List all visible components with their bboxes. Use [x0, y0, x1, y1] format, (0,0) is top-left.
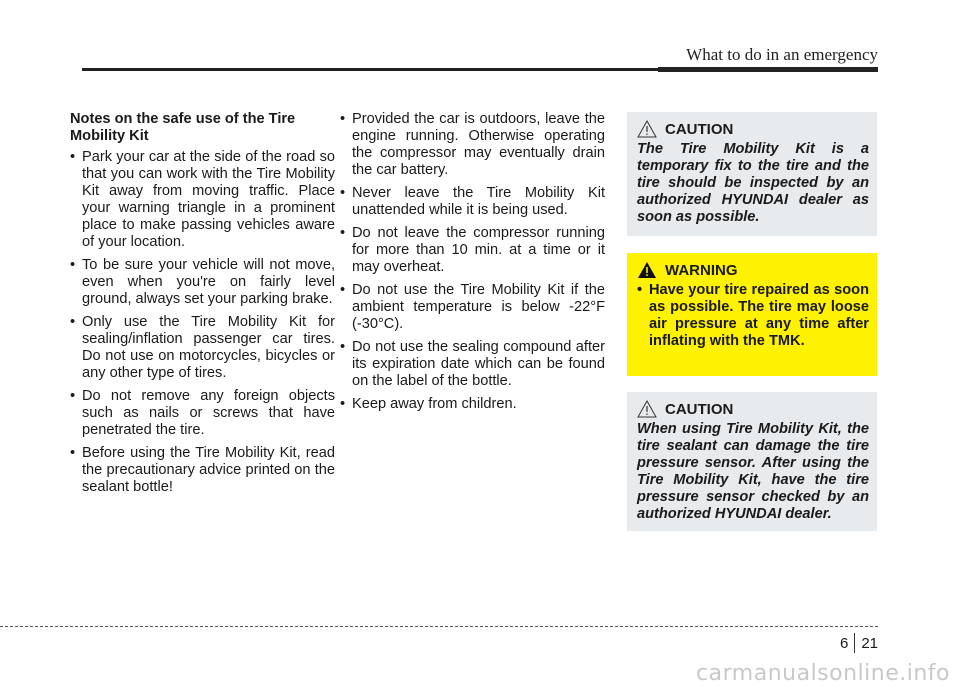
list-item: • Before using the Tire Mobility Kit, read the precautionary advice printed on the sealant bottle! — [70, 445, 335, 496]
page-number-divider — [854, 633, 855, 653]
caution-header — [637, 120, 869, 138]
page-number-value: 21 — [861, 634, 878, 652]
list-item: • Keep away from children. — [340, 396, 605, 413]
warning-triangle-icon — [637, 261, 657, 279]
list-item: • Do not use the Tire Mobility Kit if the ambient temperature is below -22°F (-30°C). — [340, 282, 605, 333]
list-item: • Do not remove any foreign objects such as nails or screws that have penetrated the tire. — [70, 388, 335, 439]
section-heading: Notes on the safe use of the Tire Mobility Kit — [70, 111, 296, 144]
warning-header — [637, 261, 869, 279]
caution-box-tpms — [627, 392, 877, 531]
caution-text: The Tire Mobility Kit is a temporary fix to the tire and the tire should be inspected by an authorized HYUNDAI dealer as soon as possible. — [637, 141, 869, 225]
caution-text: When using Tire Mobility Kit, the tire sealant can damage the tire pressure sensor. After using the Tire Mobility Kit, have the tire pressure sensor checked by an authorized HYUNDAI dealer. — [637, 421, 869, 522]
list-item: • To be sure your vehicle will not move, even when you're on fairly level ground, always set your parking brake. — [70, 257, 335, 308]
caution-triangle-icon — [637, 400, 657, 418]
page-number — [840, 633, 878, 653]
warning-list — [637, 282, 869, 350]
caution-label: CAUTION — [665, 120, 734, 138]
caution-triangle-icon — [637, 120, 657, 138]
caution-header — [637, 400, 869, 418]
list-item: • Park your car at the side of the road so that you can work with the Tire Mobility Kit away from moving traffic. Place your warning triangle in a prominent place to make passing vehicles aware of your location. — [70, 149, 335, 251]
list-item: • Have your tire repaired as soon as possible. The tire may loose air pressure at any time after inflating with the TMK. — [637, 282, 869, 350]
left-column — [70, 111, 335, 502]
list-item: • Provided the car is outdoors, leave the engine running. Otherwise operating the compressor may eventually drain the car battery. — [340, 111, 605, 179]
left-bullet-list — [70, 149, 335, 496]
middle-column — [340, 111, 605, 419]
warning-box — [627, 253, 877, 376]
middle-bullet-list — [340, 111, 605, 413]
watermark: carmanualsonline.info — [696, 661, 950, 686]
list-item: • Only use the Tire Mobility Kit for sealing/inflation passenger car tires. Do not use on motorcycles, bicycles or any other type of tires. — [70, 314, 335, 382]
list-item: • Do not use the sealing compound after its expiration date which can be found on the label of the bottle. — [340, 339, 605, 390]
chapter-number: 6 — [839, 634, 849, 652]
list-item: • Do not leave the compressor running for more than 10 min. at a time or it may overheat. — [340, 225, 605, 276]
list-item: • Never leave the Tire Mobility Kit unattended while it is being used. — [340, 185, 605, 219]
footer-rule — [0, 626, 878, 627]
header-rule — [82, 68, 878, 71]
warning-label: WARNING — [665, 261, 738, 279]
page-header-title: What to do in an emergency — [686, 45, 878, 64]
caution-box-temporary-fix — [627, 112, 877, 236]
caution-label: CAUTION — [665, 400, 734, 418]
